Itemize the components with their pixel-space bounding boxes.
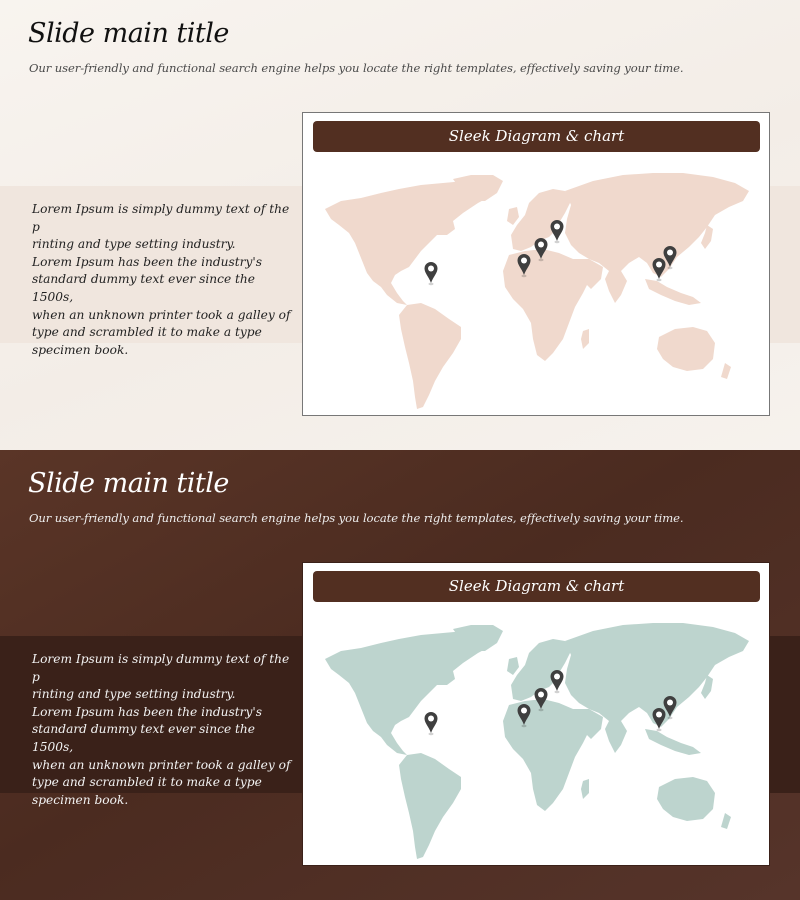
map-card	[302, 112, 770, 416]
map-pin-icon[interactable]	[425, 262, 438, 285]
map-pin-icon[interactable]	[551, 220, 564, 243]
body-line: specimen book.	[32, 792, 129, 807]
body-line: rinting and type setting industry.	[32, 687, 236, 702]
land-se-asia	[645, 729, 701, 755]
body-line: when an unknown printer took a galley of	[32, 307, 291, 322]
slide-title: Slide main title	[28, 18, 229, 49]
slide-subtitle: Our user-friendly and functional search engine helps you locate the right templates, effectively saving your time.	[29, 511, 684, 525]
world-map	[303, 163, 769, 413]
map-pin-icon[interactable]	[551, 670, 564, 693]
body-line: Lorem Ipsum is simply dummy text of the p	[32, 652, 290, 684]
body-line: Lorem Ipsum is simply dummy text of the p	[32, 202, 290, 234]
land-se-asia	[645, 279, 701, 305]
body-line: rinting and type setting industry.	[32, 237, 236, 252]
land-uk	[507, 657, 519, 675]
body-line: Lorem Ipsum has been the industry's	[32, 254, 262, 269]
body-line: standard dummy text ever since the 1500s,	[32, 272, 255, 304]
slide-subtitle: Our user-friendly and functional search engine helps you locate the right templates, effectively saving your time.	[29, 61, 684, 75]
card-title: Sleek Diagram & chart	[313, 121, 760, 152]
map-pin-icon[interactable]	[653, 708, 666, 731]
slide-title: Slide main title	[28, 468, 229, 499]
land-australia	[657, 777, 715, 821]
body-text	[32, 651, 294, 809]
land-new-zealand	[721, 813, 731, 829]
body-line: type and scrambled it to make a type	[32, 325, 262, 340]
body-line: type and scrambled it to make a type	[32, 775, 262, 790]
slide-dark	[0, 450, 800, 900]
land-india	[605, 721, 627, 753]
map-card	[302, 562, 770, 866]
body-line: specimen book.	[32, 342, 129, 357]
card-title: Sleek Diagram & chart	[313, 571, 760, 602]
map-pin-icon[interactable]	[653, 258, 666, 281]
land-new-zealand	[721, 363, 731, 379]
body-line: Lorem Ipsum has been the industry's	[32, 704, 262, 719]
land-south-america	[399, 303, 461, 409]
land-madagascar	[581, 779, 589, 799]
land-uk	[507, 207, 519, 225]
body-line: standard dummy text ever since the 1500s,	[32, 722, 255, 754]
land-australia	[657, 327, 715, 371]
body-line: when an unknown printer took a galley of	[32, 757, 291, 772]
map-pin-icon[interactable]	[425, 712, 438, 735]
land-india	[605, 271, 627, 303]
body-text	[32, 201, 294, 359]
land-south-america	[399, 753, 461, 859]
land-madagascar	[581, 329, 589, 349]
world-map	[303, 613, 769, 863]
